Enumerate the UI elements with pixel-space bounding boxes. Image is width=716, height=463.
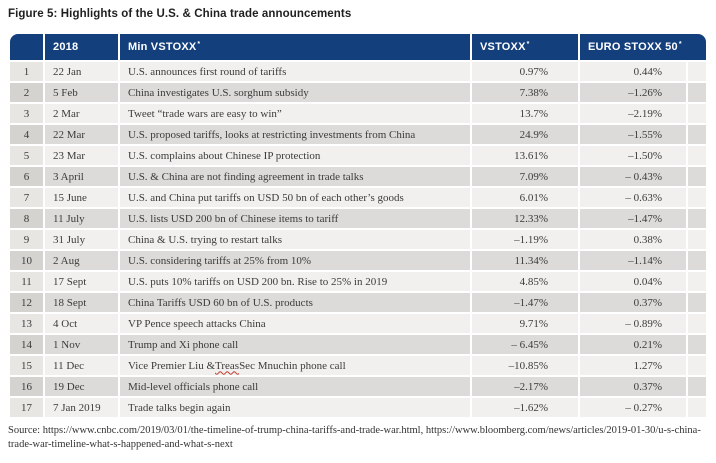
cell-date: 15 June — [45, 188, 118, 207]
cell-vstoxx: –1.47% — [472, 293, 578, 312]
cell-vstoxx: 24.9% — [472, 125, 578, 144]
footnote-marker: * — [526, 40, 530, 48]
cell-euro-stoxx: – 0.27% — [580, 398, 686, 417]
cell-row-number: 1 — [10, 62, 43, 81]
cell-euro-stoxx: 0.04% — [580, 272, 686, 291]
figure-page — [0, 8, 716, 452]
cell-description: U.S. lists USD 200 bn of Chinese items to tariff — [120, 209, 470, 228]
cell-euro-stoxx: –1.26% — [580, 83, 686, 102]
cell-date: 7 Jan 2019 — [45, 398, 118, 417]
cell-row-number: 3 — [10, 104, 43, 123]
cell-description: U.S. proposed tariffs, looks at restricting investments from China — [120, 125, 470, 144]
cell-end-spacer — [688, 335, 706, 354]
table-row — [10, 230, 706, 249]
cell-row-number: 13 — [10, 314, 43, 333]
table-row — [10, 104, 706, 123]
cell-end-spacer — [688, 251, 706, 270]
table-row — [10, 125, 706, 144]
footnote-marker: * — [678, 40, 682, 48]
cell-date: 1 Nov — [45, 335, 118, 354]
cell-euro-stoxx: –2.19% — [580, 104, 686, 123]
cell-end-spacer — [688, 83, 706, 102]
cell-vstoxx: 12.33% — [472, 209, 578, 228]
table-row — [10, 83, 706, 102]
cell-date: 31 July — [45, 230, 118, 249]
cell-end-spacer — [688, 146, 706, 165]
cell-description: U.S. announces first round of tariffs — [120, 62, 470, 81]
cell-description: China Tariffs USD 60 bn of U.S. products — [120, 293, 470, 312]
cell-date: 18 Sept — [45, 293, 118, 312]
header-cell-euro-stoxx — [580, 34, 706, 60]
footnote-marker: * — [197, 40, 201, 48]
cell-date: 19 Dec — [45, 377, 118, 396]
table-row — [10, 188, 706, 207]
cell-row-number: 15 — [10, 356, 43, 375]
cell-end-spacer — [688, 188, 706, 207]
table-row — [10, 314, 706, 333]
cell-vstoxx: –10.85% — [472, 356, 578, 375]
cell-euro-stoxx: 0.37% — [580, 377, 686, 396]
cell-row-number: 8 — [10, 209, 43, 228]
cell-end-spacer — [688, 104, 706, 123]
cell-row-number: 11 — [10, 272, 43, 291]
cell-end-spacer — [688, 209, 706, 228]
cell-vstoxx: 6.01% — [472, 188, 578, 207]
cell-row-number: 10 — [10, 251, 43, 270]
cell-vstoxx: 0.97% — [472, 62, 578, 81]
cell-end-spacer — [688, 167, 706, 186]
table-row — [10, 356, 706, 375]
cell-row-number: 4 — [10, 125, 43, 144]
cell-row-number: 17 — [10, 398, 43, 417]
cell-vstoxx: –1.62% — [472, 398, 578, 417]
cell-vstoxx: 7.09% — [472, 167, 578, 186]
cell-end-spacer — [688, 62, 706, 81]
cell-description: Trump and Xi phone call — [120, 335, 470, 354]
cell-row-number: 12 — [10, 293, 43, 312]
cell-end-spacer — [688, 272, 706, 291]
header-cell-vstoxx — [472, 34, 578, 60]
spellcheck-word: Treas — [215, 359, 240, 372]
trade-announcements-table — [10, 34, 706, 417]
cell-euro-stoxx: – 0.63% — [580, 188, 686, 207]
cell-row-number: 16 — [10, 377, 43, 396]
cell-row-number: 6 — [10, 167, 43, 186]
cell-date: 11 July — [45, 209, 118, 228]
table-row — [10, 272, 706, 291]
cell-vstoxx: – 6.45% — [472, 335, 578, 354]
cell-vstoxx: 13.61% — [472, 146, 578, 165]
cell-date: 4 Oct — [45, 314, 118, 333]
cell-end-spacer — [688, 293, 706, 312]
header-cell-min-vstoxx — [120, 34, 470, 60]
cell-euro-stoxx: –1.50% — [580, 146, 686, 165]
header-label: EURO STOXX 50 — [588, 41, 678, 53]
cell-description: U.S. and China put tariffs on USD 50 bn of each other’s goods — [120, 188, 470, 207]
header-label: VSTOXX — [480, 41, 526, 53]
cell-vstoxx: –2.17% — [472, 377, 578, 396]
table-body — [10, 62, 706, 417]
table-row — [10, 398, 706, 417]
cell-description: U.S. & China are not finding agreement in trade talks — [120, 167, 470, 186]
cell-row-number: 7 — [10, 188, 43, 207]
cell-vstoxx: 13.7% — [472, 104, 578, 123]
cell-date: 17 Sept — [45, 272, 118, 291]
header-label: Min VSTOXX — [128, 41, 197, 53]
cell-date: 2 Mar — [45, 104, 118, 123]
cell-euro-stoxx: –1.47% — [580, 209, 686, 228]
table-row — [10, 62, 706, 81]
cell-description: U.S. complains about Chinese IP protection — [120, 146, 470, 165]
figure-title: Figure 5: Highlights of the U.S. & China trade announcements — [8, 8, 352, 20]
cell-end-spacer — [688, 314, 706, 333]
cell-euro-stoxx: 0.37% — [580, 293, 686, 312]
cell-euro-stoxx: 0.21% — [580, 335, 686, 354]
source-note: Source: https://www.cnbc.com/2019/03/01/the-timeline-of-trump-china-tariffs-and-trade-war.html, https://www.bloomberg.com/news/articles/2019-01-30/u-s-china-trade-war-timeline-what-s-happened-and-what-s-next — [8, 425, 701, 450]
cell-date: 2 Aug — [45, 251, 118, 270]
cell-end-spacer — [688, 230, 706, 249]
cell-euro-stoxx: –1.55% — [580, 125, 686, 144]
cell-euro-stoxx: 1.27% — [580, 356, 686, 375]
cell-description: Tweet “trade wars are easy to win” — [120, 104, 470, 123]
table-row — [10, 293, 706, 312]
cell-end-spacer — [688, 398, 706, 417]
cell-description: U.S. considering tariffs at 25% from 10% — [120, 251, 470, 270]
table-row — [10, 335, 706, 354]
cell-row-number: 5 — [10, 146, 43, 165]
cell-vstoxx: 7.38% — [472, 83, 578, 102]
cell-vstoxx: –1.19% — [472, 230, 578, 249]
cell-date: 22 Jan — [45, 62, 118, 81]
cell-row-number: 14 — [10, 335, 43, 354]
cell-description: Mid-level officials phone call — [120, 377, 470, 396]
cell-euro-stoxx: 0.38% — [580, 230, 686, 249]
cell-date: 22 Mar — [45, 125, 118, 144]
cell-row-number: 9 — [10, 230, 43, 249]
cell-end-spacer — [688, 377, 706, 396]
table-row — [10, 167, 706, 186]
cell-description: VP Pence speech attacks China — [120, 314, 470, 333]
cell-date: 5 Feb — [45, 83, 118, 102]
cell-date: 3 April — [45, 167, 118, 186]
cell-vstoxx: 11.34% — [472, 251, 578, 270]
cell-end-spacer — [688, 125, 706, 144]
header-cell-year: 2018 — [45, 34, 118, 60]
cell-euro-stoxx: – 0.43% — [580, 167, 686, 186]
cell-description: Vice Premier Liu & Treas Sec Mnuchin phone call — [120, 356, 470, 375]
cell-euro-stoxx: 0.44% — [580, 62, 686, 81]
cell-euro-stoxx: – 0.89% — [580, 314, 686, 333]
cell-vstoxx: 4.85% — [472, 272, 578, 291]
cell-row-number: 2 — [10, 83, 43, 102]
table-header-row — [10, 34, 706, 60]
cell-description: China & U.S. trying to restart talks — [120, 230, 470, 249]
cell-vstoxx: 9.71% — [472, 314, 578, 333]
cell-date: 11 Dec — [45, 356, 118, 375]
cell-description: China investigates U.S. sorghum subsidy — [120, 83, 470, 102]
table-row — [10, 209, 706, 228]
table-row — [10, 146, 706, 165]
cell-description: Trade talks begin again — [120, 398, 470, 417]
header-cell-index — [10, 34, 43, 60]
table-row — [10, 251, 706, 270]
cell-description: U.S. puts 10% tariffs on USD 200 bn. Rise to 25% in 2019 — [120, 272, 470, 291]
table-row — [10, 377, 706, 396]
cell-end-spacer — [688, 356, 706, 375]
cell-euro-stoxx: –1.14% — [580, 251, 686, 270]
cell-date: 23 Mar — [45, 146, 118, 165]
